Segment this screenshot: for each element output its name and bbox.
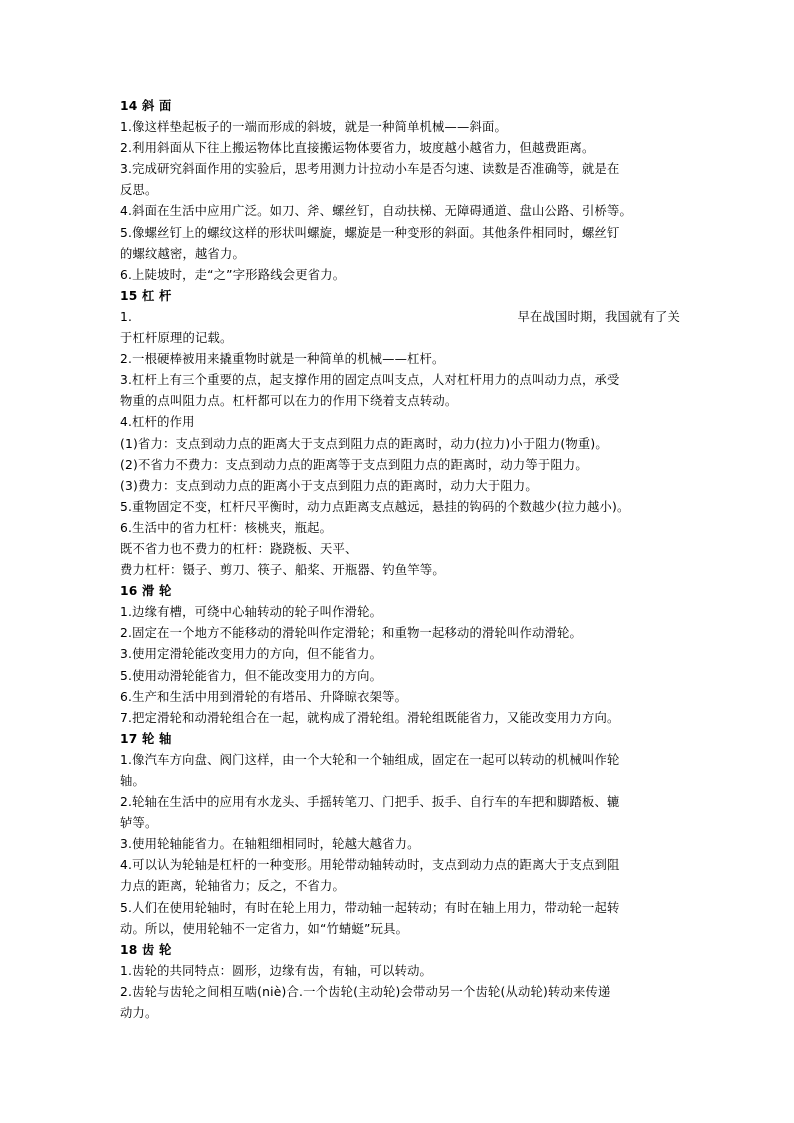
text-line: 费力杠杆：镊子、剪刀、筷子、船桨、开瓶器、钓鱼竿等。 bbox=[120, 563, 445, 578]
section-gear bbox=[120, 940, 680, 1024]
split-line-left: 1. bbox=[120, 309, 133, 324]
text-line: 4.杠杆的作用 bbox=[120, 415, 195, 430]
text-line: 1.边缘有槽，可绕中心轴转动的轮子叫作滑轮。 bbox=[120, 605, 383, 620]
text-line: 1.像这样垫起板子的一端而形成的斜坡，就是一种简单机械——斜面。 bbox=[120, 120, 508, 135]
text-line: 5.使用动滑轮能省力，但不能改变用力的方向。 bbox=[120, 668, 383, 683]
text-line: 动力。 bbox=[120, 1006, 158, 1021]
text-line: 3.杠杆上有三个重要的点，起支撑作用的固定点叫支点，人对杠杆用力的点叫动力点，承受 bbox=[120, 373, 620, 388]
text-line: 4.可以认为轮轴是杠杆的一种变形。用轮带动轴转动时，支点到动力点的距离大于支点到阻 bbox=[120, 858, 620, 873]
text-line: 反思。 bbox=[120, 183, 158, 198]
text-line: 6.生活中的省力杠杆：核桃夹，瓶起。 bbox=[120, 520, 333, 535]
text-line: 既不省力也不费力的杠杆：跷跷板、天平、 bbox=[120, 541, 358, 556]
text-line: 力点的距离，轮轴省力；反之，不省力。 bbox=[120, 879, 345, 894]
section-heading: 16 滑 轮 bbox=[120, 584, 172, 599]
text-line: 1.像汽车方向盘、阀门这样，由一个大轮和一个轴组成，固定在一起可以转动的机械叫作轮 bbox=[120, 752, 620, 767]
text-line: 2.齿轮与齿轮之间相互啮(niè)合.一个齿轮(主动轮)会带动另一个齿轮(从动轮)转动来传递 bbox=[120, 984, 611, 999]
text-line: 的螺纹越密，越省力。 bbox=[120, 246, 245, 261]
section-incline bbox=[120, 96, 680, 286]
text-line: (1)省力：支点到动力点的距离大于支点到阻力点的距离时，动力(拉力)小于阻力(物重)。 bbox=[120, 436, 608, 451]
text-line: 6.生产和生活中用到滑轮的有塔吊、升降晾衣架等。 bbox=[120, 689, 408, 704]
text-line: (3)费力：支点到动力点的距离小于支点到阻力点的距离时，动力大于阻力。 bbox=[120, 478, 538, 493]
text-line: 物重的点叫阻力点。杠杆都可以在力的作用下绕着支点转动。 bbox=[120, 394, 458, 409]
text-line: 2.轮轴在生活中的应用有水龙头、手摇转笔刀、门把手、扳手、自行车的车把和脚踏板、辘 bbox=[120, 795, 620, 810]
section-heading: 17 轮 轴 bbox=[120, 731, 172, 746]
section-heading: 18 齿 轮 bbox=[120, 942, 172, 957]
text-line: 5.重物固定不变，杠杆尺平衡时，动力点距离支点越远，悬挂的钩码的个数越少(拉力越小)。 bbox=[120, 499, 630, 514]
section-pulley bbox=[120, 581, 680, 729]
text-line: 6.上陡坡时，走“之”字形路线会更省力。 bbox=[120, 267, 346, 282]
document-page bbox=[120, 96, 680, 1024]
text-line: 于杠杆原理的记载。 bbox=[120, 331, 233, 346]
section-heading: 15 杠 杆 bbox=[120, 288, 172, 303]
text-line: 轳等。 bbox=[120, 816, 158, 831]
text-line: 2.固定在一个地方不能移动的滑轮叫作定滑轮；和重物一起移动的滑轮叫作动滑轮。 bbox=[120, 626, 583, 641]
text-line: 3.使用定滑轮能改变用力的方向，但不能省力。 bbox=[120, 647, 383, 662]
text-line: 5.像螺丝钉上的螺纹这样的形状叫螺旋，螺旋是一种变形的斜面。其他条件相同时，螺丝钉 bbox=[120, 225, 620, 240]
section-lever bbox=[120, 286, 680, 581]
section-heading: 14 斜 面 bbox=[120, 99, 172, 113]
text-line: 轴。 bbox=[120, 774, 145, 788]
section-wheel-axle bbox=[120, 729, 680, 940]
split-text-line bbox=[120, 307, 680, 328]
split-line-right: 早在战国时期，我国就有了关 bbox=[517, 309, 680, 324]
text-line: 5.人们在使用轮轴时，有时在轮上用力，带动轴一起转动；有时在轴上用力，带动轮一起转 bbox=[120, 900, 620, 915]
text-line: 2.一根硬棒被用来撬重物时就是一种简单的机械——杠杆。 bbox=[120, 352, 445, 367]
text-line: 7.把定滑轮和动滑轮组合在一起，就构成了滑轮组。滑轮组既能省力，又能改变用力方向。 bbox=[120, 710, 620, 725]
text-line: 2.利用斜面从下往上搬运物体比直接搬运物体要省力，坡度越小越省力，但越费距离。 bbox=[120, 141, 595, 156]
text-line: 1.齿轮的共同特点：圆形，边缘有齿，有轴，可以转动。 bbox=[120, 963, 433, 978]
text-line: 4.斜面在生活中应用广泛。如刀、斧、螺丝钉，自动扶梯、无障碍通道、盘山公路、引桥等。 bbox=[120, 204, 633, 219]
text-line: (2)不省力不费力：支点到动力点的距离等于支点到阻力点的距离时，动力等于阻力。 bbox=[120, 457, 588, 472]
text-line: 动。所以，使用轮轴不一定省力，如“竹蜻蜓”玩具。 bbox=[120, 921, 409, 936]
text-line: 3.使用轮轴能省力。在轴粗细相同时，轮越大越省力。 bbox=[120, 837, 420, 852]
text-line: 3.完成研究斜面作用的实验后，思考用测力计拉动小车是否匀速、读数是否准确等，就是在 bbox=[120, 162, 620, 177]
